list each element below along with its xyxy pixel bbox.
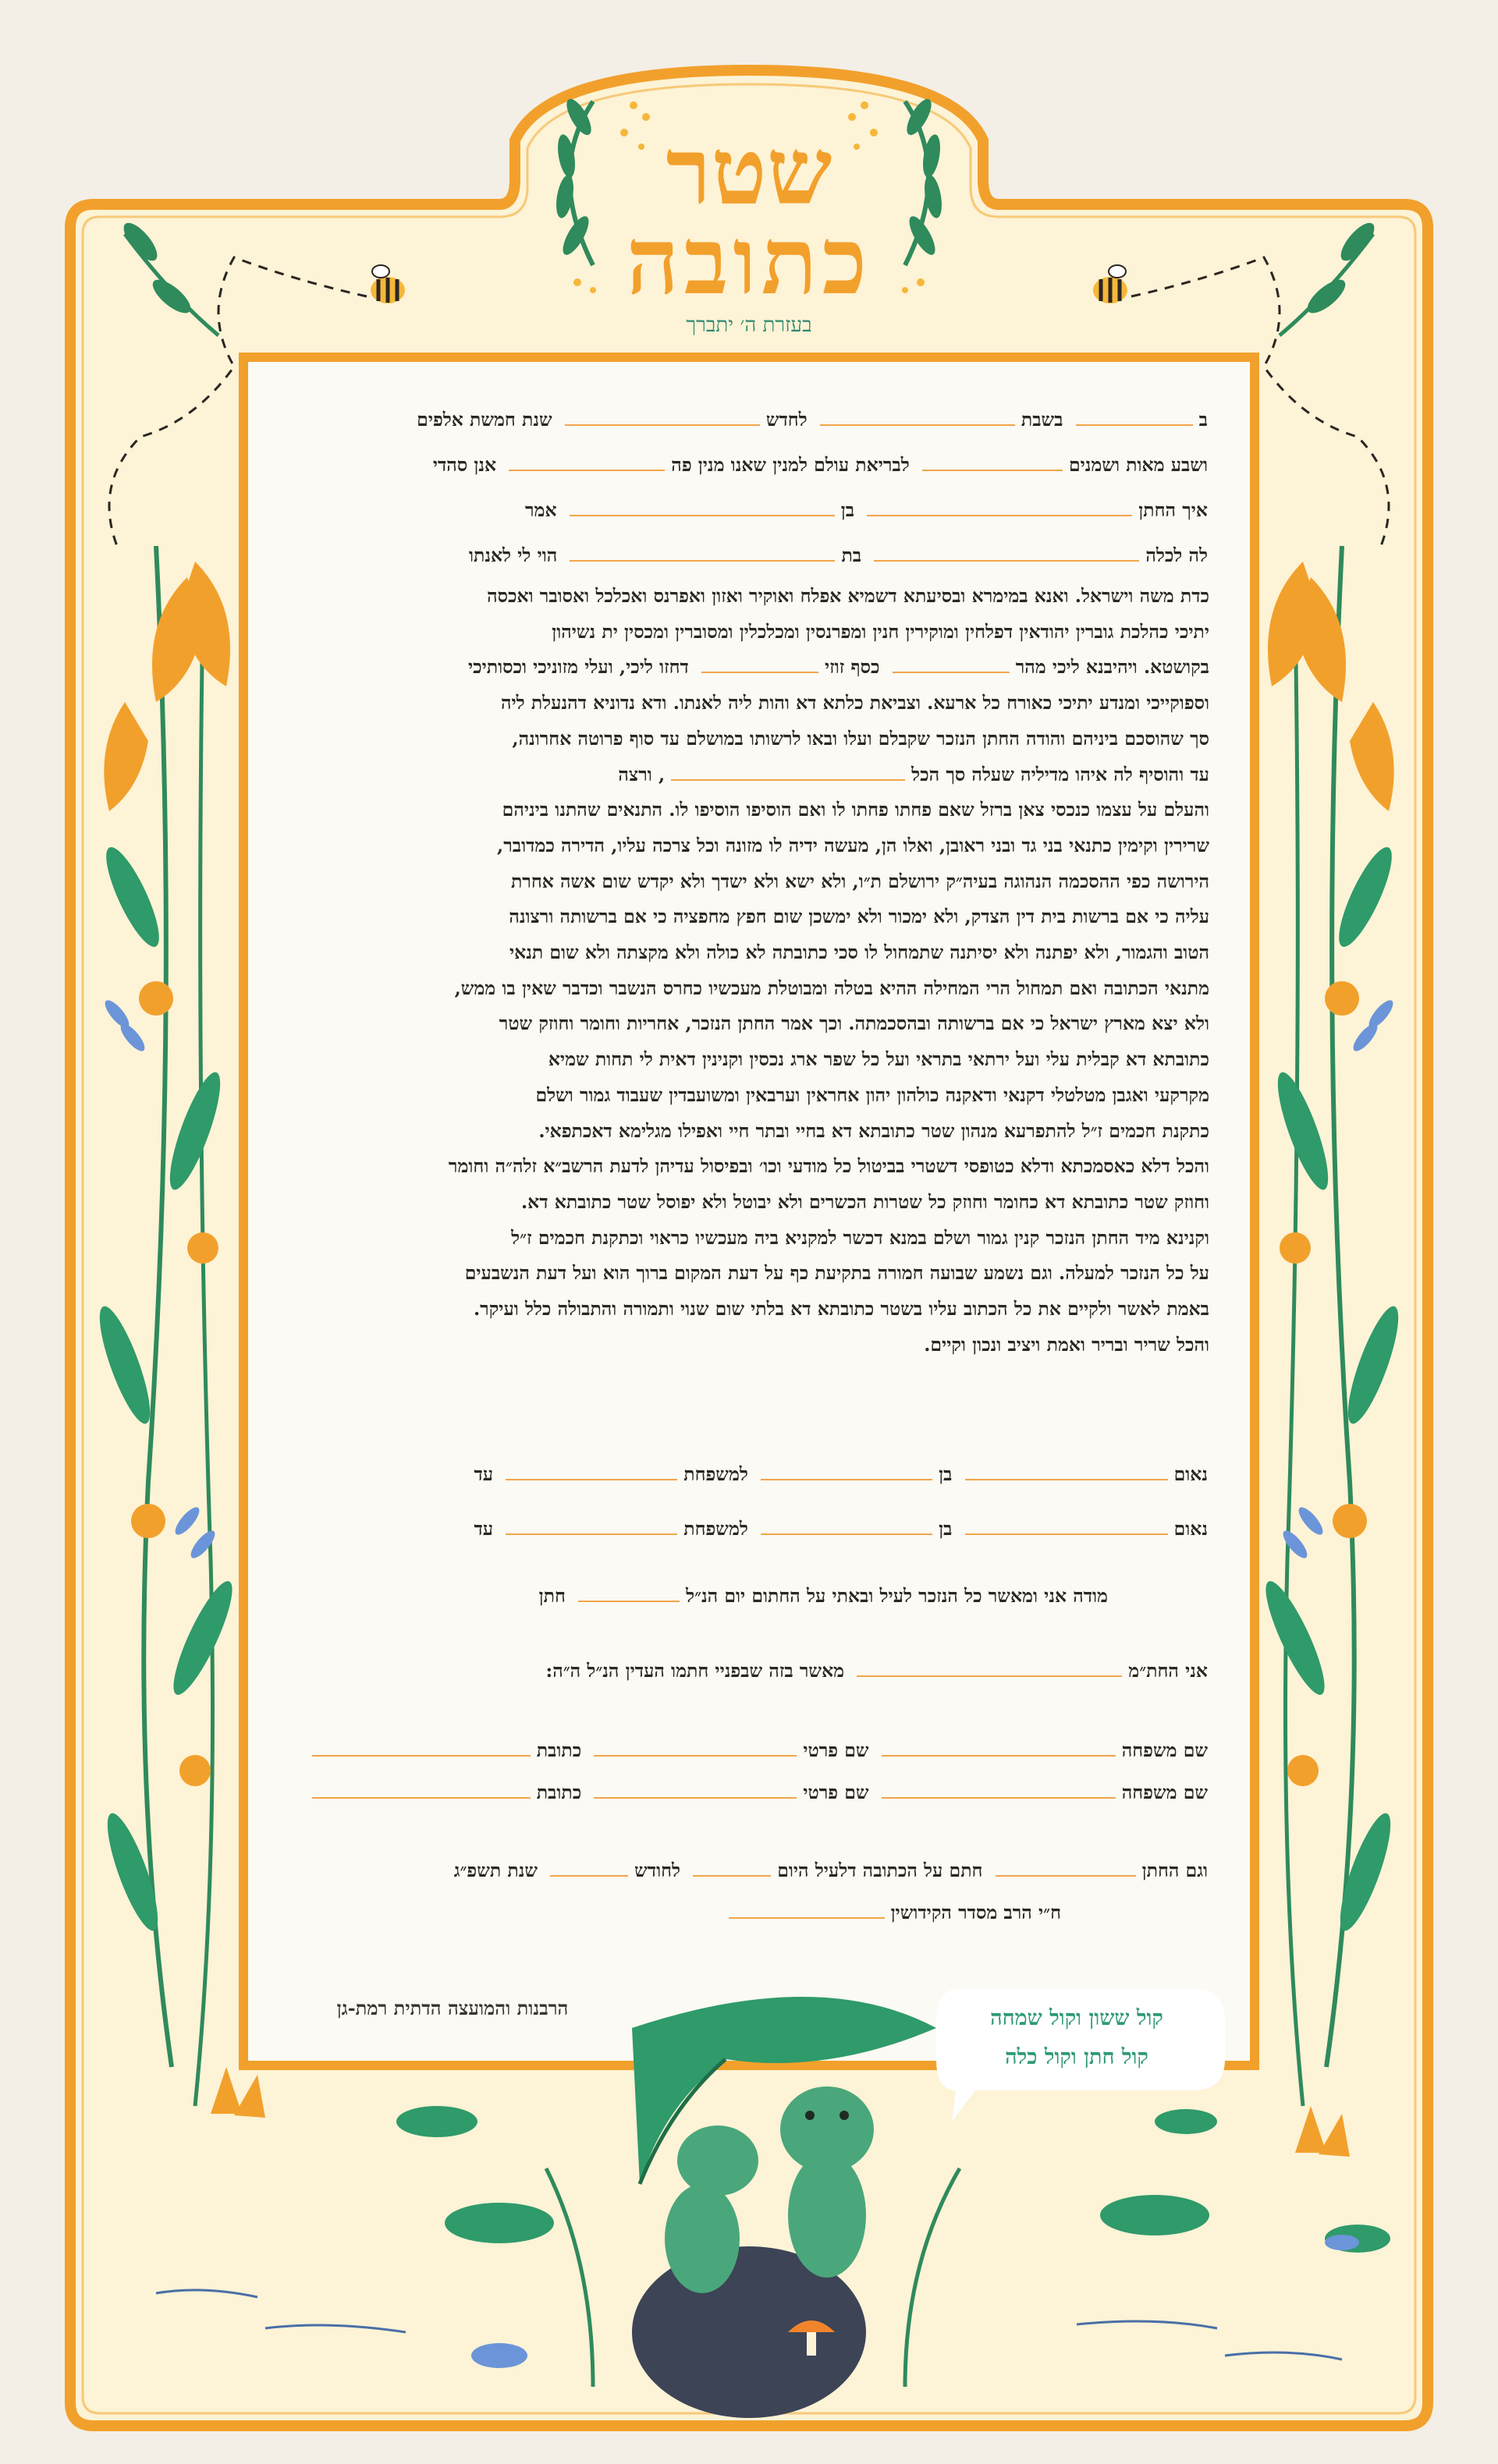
- body-line: יתיכי כהלכת גוברין יהודאין דפלחין ומוקירין חנין ומפרנסין ומכלכלין ומסוברין ומכסין ית נשיהון: [552, 620, 1209, 643]
- date-blank[interactable]: [1076, 407, 1193, 426]
- body-line: כתקנת חכמים ז״ל להתפרעא מנהון שטר כתובתא דא בחיי ובתר חיי ואפילו מגלימא דאכתפאי.: [538, 1119, 1209, 1142]
- address2-blank[interactable]: [312, 1780, 531, 1799]
- day-blank[interactable]: [820, 407, 1015, 426]
- witness1-name-blank[interactable]: [965, 1462, 1168, 1480]
- body-line: שרירין וקימין כתנאי בני גד ובני ראובן, ואלו הן, מעשה ידיה לו מזונה וכל צרכה עליו, הדירה כמדובר,: [497, 834, 1209, 856]
- place-blank[interactable]: [509, 452, 665, 471]
- witness1-family-blank[interactable]: [506, 1462, 677, 1480]
- lastname2-blank[interactable]: [882, 1780, 1116, 1799]
- body-line: מקרקעי ואגבן מטלטלי דקנאי ודאקנה כולהון יהון אחראין וערבאין ומשועבדין שעבוד גמור ושלם: [535, 1083, 1209, 1106]
- month-blank[interactable]: [565, 407, 760, 426]
- body-line: ולא יצא מארץ ישראל כי אם ברשותה ובהסכמתה. וכך אמר החתן הנזכר, אחריות וחומר וחוזק שטר: [499, 1012, 1209, 1035]
- intro-row-4: לה לכלה בת הוי לי לאנתו: [468, 544, 1208, 566]
- witness2-name-blank[interactable]: [965, 1516, 1168, 1535]
- groom-confirm-row: מודה אני ומאשר כל הנזכר לעיל ובאתי על החתום יום הנ״ל חתן: [538, 1585, 1108, 1607]
- witness1-father-blank[interactable]: [761, 1462, 932, 1480]
- intro-row-3: איך החתן בן אמר: [524, 499, 1208, 521]
- body-line: והכל דלא כאסמכתא ודלא כטופסי דשטרי בביטול כל מודעי וכו׳ ובפיסול עדיהן לדעת הרשב״א זלה״ה וחומר: [448, 1155, 1209, 1178]
- body-line: וחוזק שטר כתובתא דא כחומר וחוזק כל שטרות הכשרים ולא יבוטל ולא יפוסל שטר כתובתא דא.: [521, 1190, 1209, 1213]
- title-ketubah: כתובה: [626, 207, 872, 315]
- ketubah-body: [296, 579, 1209, 1363]
- zuzim-blank[interactable]: [701, 654, 818, 673]
- bride-name-blank[interactable]: [874, 543, 1139, 562]
- title-shtar: שטר: [666, 117, 832, 225]
- groom-name-blank[interactable]: [867, 498, 1132, 516]
- body-line: והכל שריר ובריר ואמת ויציב ונכון וקיים.: [924, 1333, 1209, 1356]
- officiant-confirm-row: אני החת״מ מאשר בזה שבפניי חתמו העדין הנ״ל ה״ה:: [545, 1660, 1208, 1682]
- issuing-authority: הרבנות והמועצה הדתית רמת-גן: [336, 1997, 569, 2019]
- body-line: על כל הנזכר למעלה. וגם נשמע שבועה חמורה בתקיעת כף על דעת המקום ברוך הוא ועל דעת הנשבעים: [464, 1262, 1209, 1285]
- signing-row: וגם החתן חתם על הכתובה דלעיל היום לחודש שנת תשפ״ג: [453, 1860, 1208, 1881]
- body-line: וספוקייכי ומנדע יתיכי כאורח כל ארעא. וצביאת כלתא דא והות ליה לאנתו. ודא נדוניא דהנעלת ליה: [501, 692, 1209, 714]
- mohar-blank[interactable]: [893, 654, 1010, 673]
- speech-bubble-line2: קול חתן וקול כלה: [1005, 2045, 1148, 2069]
- officiant-name-blank[interactable]: [857, 1658, 1122, 1677]
- intro-row-1: ב בשבת לחדש שנת חמשת אלפים: [417, 409, 1208, 431]
- firstname2-blank[interactable]: [594, 1780, 797, 1799]
- body-line: מתנאי הכתובה ואם תמחול הרי המחילה ההיא בטלה ומבוטלת מעכשיו כחרס הנשבר וכדבר שאין בו ממש,: [454, 977, 1209, 999]
- body-line: וקנינא מיד החתן הנזכר קנין גמור ושלם במנא דכשר למקניא ביה מעכשיו כראוי וכתקנת חכמים ז״ל: [511, 1226, 1209, 1249]
- lastname1-blank[interactable]: [882, 1738, 1116, 1757]
- intro-row-2: ושבע מאות ושמנים לבריאת עולם למנין שאנו מנין פה אנן סהדי: [432, 454, 1208, 476]
- witness2-father-blank[interactable]: [761, 1516, 932, 1535]
- total-blank[interactable]: [671, 762, 905, 781]
- body-line: סך שהוסכם ביניהם והודה החתן הנזכר שקבלם ועלו ובאו לרשותו במושלם עד סוף פרוטה אחרונה,: [512, 727, 1209, 750]
- witness-row-1: נאום בן למשפחת עד: [474, 1463, 1208, 1485]
- witness-row-2: נאום בן למשפחת עד: [474, 1518, 1208, 1540]
- body-line: הירושה כפי ההסכמה הנהוגה בעיה״ק ירושלם ת״ו, ולא ישא ולא ישדך ולא יקדש שום אשה אחרת: [510, 870, 1209, 892]
- body-line: בקושטא. ויהיבנא ליכי מהר כסף זוזי דחזו ליכי, ועלי מזוניכי וכסותיכי: [467, 656, 1209, 679]
- address-row-1: שם משפחה שם פרטי כתובת: [306, 1738, 1208, 1762]
- blessing-text: בעזרת ה׳ יתברך: [686, 314, 812, 337]
- sign-day-blank[interactable]: [693, 1858, 771, 1877]
- address-row-2: שם משפחה שם פרטי כתובת: [306, 1780, 1208, 1804]
- body-line: כדת משה וישראל. ואנא במימרא ובסיעתא דשמיא אפלח ואוקיר ואזון ואפרנס ואכלכל ואסובר ואכסה: [487, 585, 1209, 607]
- groom-sign-blank[interactable]: [578, 1583, 680, 1602]
- rabbi-signature-blank[interactable]: [729, 1900, 885, 1919]
- bride-father-blank[interactable]: [570, 543, 835, 562]
- groom-signature-blank[interactable]: [996, 1858, 1136, 1877]
- body-line: כתובתא דא קבלית עלי ועל ירתאי בתראי ועל כל שפר ארג נכסין וקנינין דאית לי תחות שמיא: [548, 1048, 1209, 1071]
- body-line: והעלם על עצמו כנכסי צאן ברזל שאם פחתו פחתו לו ואם הוסיפו הוסיפו לו. התנאים שהתנו ביניהם: [502, 799, 1209, 821]
- body-line: הטוב והגמור, ולא יפתנה ולא יסיתנה שתמחול לו סכי כתובתה לא כולה ולא מקצתה ולא שום תנאי: [509, 941, 1209, 964]
- body-line: עד והוסיף לה איהו מדיליה שעלה סך הכל, ורצה: [618, 763, 1209, 785]
- year-blank[interactable]: [922, 452, 1063, 471]
- body-line: באמת לאשר ולקיים את כל הכתוב עליו בשטר כתובתא דא בלתי שום שנוי ותמורה והתבולה כלל ועיקר.: [473, 1298, 1209, 1321]
- rabbi-row: ח״י הרב מסדר הקידושין: [722, 1900, 1061, 1924]
- body-line: עליה כי אם ברשות בית דין הצדק, ולא ימכור ולא ימשכן שום חפץ מחפציה כי אם ברשותה ורצונה: [509, 906, 1209, 928]
- groom-father-blank[interactable]: [570, 498, 835, 516]
- witness2-family-blank[interactable]: [506, 1516, 677, 1535]
- firstname1-blank[interactable]: [594, 1738, 797, 1757]
- address1-blank[interactable]: [312, 1738, 531, 1757]
- speech-bubble-line1: קול ששון וקול שמחה: [990, 2006, 1163, 2030]
- sign-month-blank[interactable]: [550, 1858, 628, 1877]
